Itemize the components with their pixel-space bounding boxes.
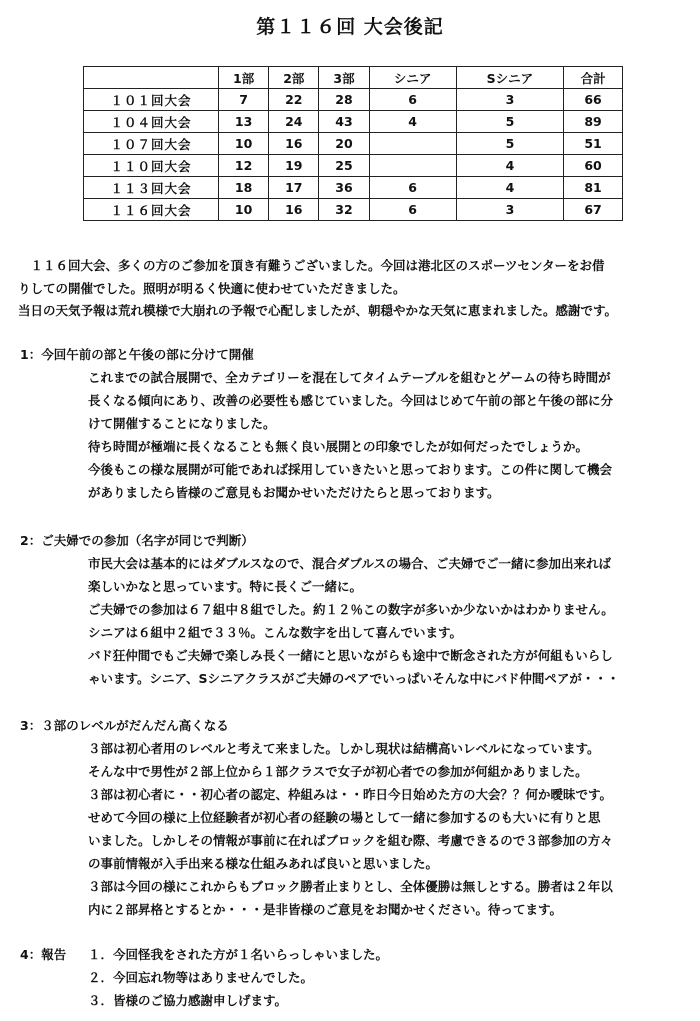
- table-row: [84, 177, 623, 199]
- table-row: [84, 155, 623, 177]
- table-cell: 25: [319, 155, 369, 177]
- table-row: [84, 199, 623, 221]
- table-row: [84, 111, 623, 133]
- report-list: [88, 943, 388, 1012]
- table-cell: 3: [456, 89, 563, 111]
- section-line: 待ち時間が極端に長くなることも無く良い展開との印象でしたが如何だったでしょうか。: [88, 439, 589, 454]
- table-cell: 18: [219, 177, 269, 199]
- table-cell: 32: [319, 199, 369, 221]
- table-cell: 7: [219, 89, 269, 111]
- page-title: 第１１６回 大会後記: [256, 16, 444, 38]
- section-heading: 3：３部のレベルがだんだん高くなる: [20, 718, 229, 733]
- table-cell: 12: [219, 155, 269, 177]
- table-cell: 24: [269, 111, 319, 133]
- table-cell: 17: [269, 177, 319, 199]
- table-cell: 19: [269, 155, 319, 177]
- table-cell: 6: [369, 89, 456, 111]
- table-cell: 5: [456, 111, 563, 133]
- report-label: 4：報告: [20, 947, 67, 962]
- section-body: [20, 366, 680, 504]
- table-cell: 22: [269, 89, 319, 111]
- table-header-cell: シニア: [369, 67, 456, 89]
- table-cell: [369, 133, 456, 155]
- table-cell: 6: [369, 177, 456, 199]
- table-cell: １０４回大会: [84, 111, 219, 133]
- table-cell: 60: [564, 155, 623, 177]
- intro-line: りしての開催でした。照明が明るく快適に使わせていただきました。: [18, 280, 406, 296]
- table-cell: 13: [219, 111, 269, 133]
- table-cell: 4: [369, 111, 456, 133]
- table-header-cell: [84, 67, 219, 89]
- section-line: ３部は初心者に・・初心者の認定、枠組みは・・昨日今日始めた方の大会？？何か曖昧です。: [88, 787, 613, 802]
- table-cell: １０１回大会: [84, 89, 219, 111]
- table-cell: １０７回大会: [84, 133, 219, 155]
- intro-line: １１６回大会、多くの方のご参加を頂き有難うございました。今回は港北区のスポーツセンターをお借: [18, 258, 605, 273]
- table-cell: 16: [269, 133, 319, 155]
- section-line: シニアは６組中２組で３３％。こんな数字を出して喜んでいます。: [88, 625, 463, 640]
- table-cell: 3: [456, 199, 563, 221]
- table-header-cell: 合計: [564, 67, 623, 89]
- table-cell: 10: [219, 133, 269, 155]
- section-line: そんな中で男性が２部上位から１部クラスで女子が初心者での参加が何組かありました。: [88, 764, 588, 779]
- section-line: ３部は今回の様にこれからもブロック勝者止まりとし、全体優勝は無しとする。勝者は２年以: [88, 879, 613, 894]
- table-header-row: [84, 67, 623, 89]
- section-line: これまでの試合展開で、全カテゴリーを混在してタイムテーブルを組むとゲームの待ち時間が: [88, 370, 611, 385]
- report-item: ２．今回忘れ物等はありませんでした。: [88, 970, 314, 985]
- section-line: 今後もこの様な展開が可能であれば採用していきたいと思っております。この件に関して機会: [88, 462, 613, 477]
- table-cell: 81: [564, 177, 623, 199]
- table-row: [84, 133, 623, 155]
- report-item: ３．皆様のご協力感謝申しげます。: [88, 993, 288, 1008]
- section-body: [20, 552, 680, 690]
- table-cell: 6: [369, 199, 456, 221]
- table-cell: 51: [564, 133, 623, 155]
- table-cell: 10: [219, 199, 269, 221]
- section-line: せめて今回の様に上位経験者が初心者の経験の場として一緒に参加するのも大いに有りと思: [88, 810, 601, 825]
- section-heading: 2：ご夫婦での参加（名字が同じで判断）: [20, 533, 254, 548]
- intro-paragraph: [18, 255, 688, 323]
- table-header-cell: 3部: [319, 67, 369, 89]
- report-row: [20, 943, 680, 1012]
- table-cell: 28: [319, 89, 369, 111]
- table-cell: 66: [564, 89, 623, 111]
- table-cell: 5: [456, 133, 563, 155]
- table-cell: [369, 155, 456, 177]
- section-line: いました。しかしその情報が事前に在ればブロックを組む際、考慮できるので３部参加の方々: [88, 833, 613, 848]
- section-line: ゃいます。シニア、Sシニアクラスがご夫婦のペアでいっぱいそんな中にバド仲間ペアが・・・: [88, 671, 620, 686]
- table-cell: 4: [456, 177, 563, 199]
- section-line: ３部は初心者用のレベルと考えて来ました。しかし現状は結構高いレベルになっています。: [88, 741, 600, 756]
- table-row: [84, 89, 623, 111]
- table-cell: １１６回大会: [84, 199, 219, 221]
- section-line: けて開催することになりました。: [88, 416, 276, 431]
- section-body: [20, 737, 680, 921]
- table-header-cell: 2部: [269, 67, 319, 89]
- section-line: バド狂仲間でもご夫婦で楽しみ長く一緒にと思いながらも途中で断念された方が何組もいらし: [88, 648, 613, 663]
- section-line: 内に２部昇格とするとか・・・是非皆様のご意見をお聞かせください。待ってます。: [88, 902, 563, 917]
- results-table: [83, 66, 623, 221]
- table-cell: 20: [319, 133, 369, 155]
- table-header-cell: Sシニア: [456, 67, 563, 89]
- table-cell: １１３回大会: [84, 177, 219, 199]
- table-header-cell: 1部: [219, 67, 269, 89]
- table-cell: 4: [456, 155, 563, 177]
- table-cell: １１０回大会: [84, 155, 219, 177]
- section-line: 市民大会は基本的にはダブルスなので、混合ダブルスの場合、ご夫婦でご一緒に参加出来れば: [88, 556, 612, 571]
- section-line: がありましたら皆様のご意見もお聞かせいただけたらと思っております。: [88, 485, 500, 500]
- intro-line: 当日の天気予報は荒れ模様で大崩れの予報で心配しましたが、朝穏やかな天気に恵まれました。感謝です。: [18, 303, 618, 318]
- table-cell: 43: [319, 111, 369, 133]
- table-cell: 36: [319, 177, 369, 199]
- section-line: 楽しいかなと思っています。特に長くご一緒に。: [88, 579, 363, 594]
- report-item: １．今回怪我をされた方が１名いらっしゃいました。: [88, 947, 389, 962]
- table-cell: 16: [269, 199, 319, 221]
- section-line: の事前情報が入手出来る様な仕組みあれば良いと思いました。: [88, 856, 439, 871]
- section-couples: [20, 529, 680, 690]
- section-line: 長くなる傾向にあり、改善の必要性も感じていました。今回はじめて午前の部と午後の部に分: [88, 393, 614, 408]
- table-cell: 67: [564, 199, 623, 221]
- section-line: ご夫婦での参加は６７組中８組でした。約１２％この数字が多いか少ないかはわかりません。: [88, 602, 614, 617]
- section-heading: 1：今回午前の部と午後の部に分けて開催: [20, 347, 254, 362]
- table-cell: 89: [564, 111, 623, 133]
- section-division-level: [20, 714, 680, 921]
- section-report: [20, 943, 680, 1012]
- section-split-sessions: [20, 343, 680, 504]
